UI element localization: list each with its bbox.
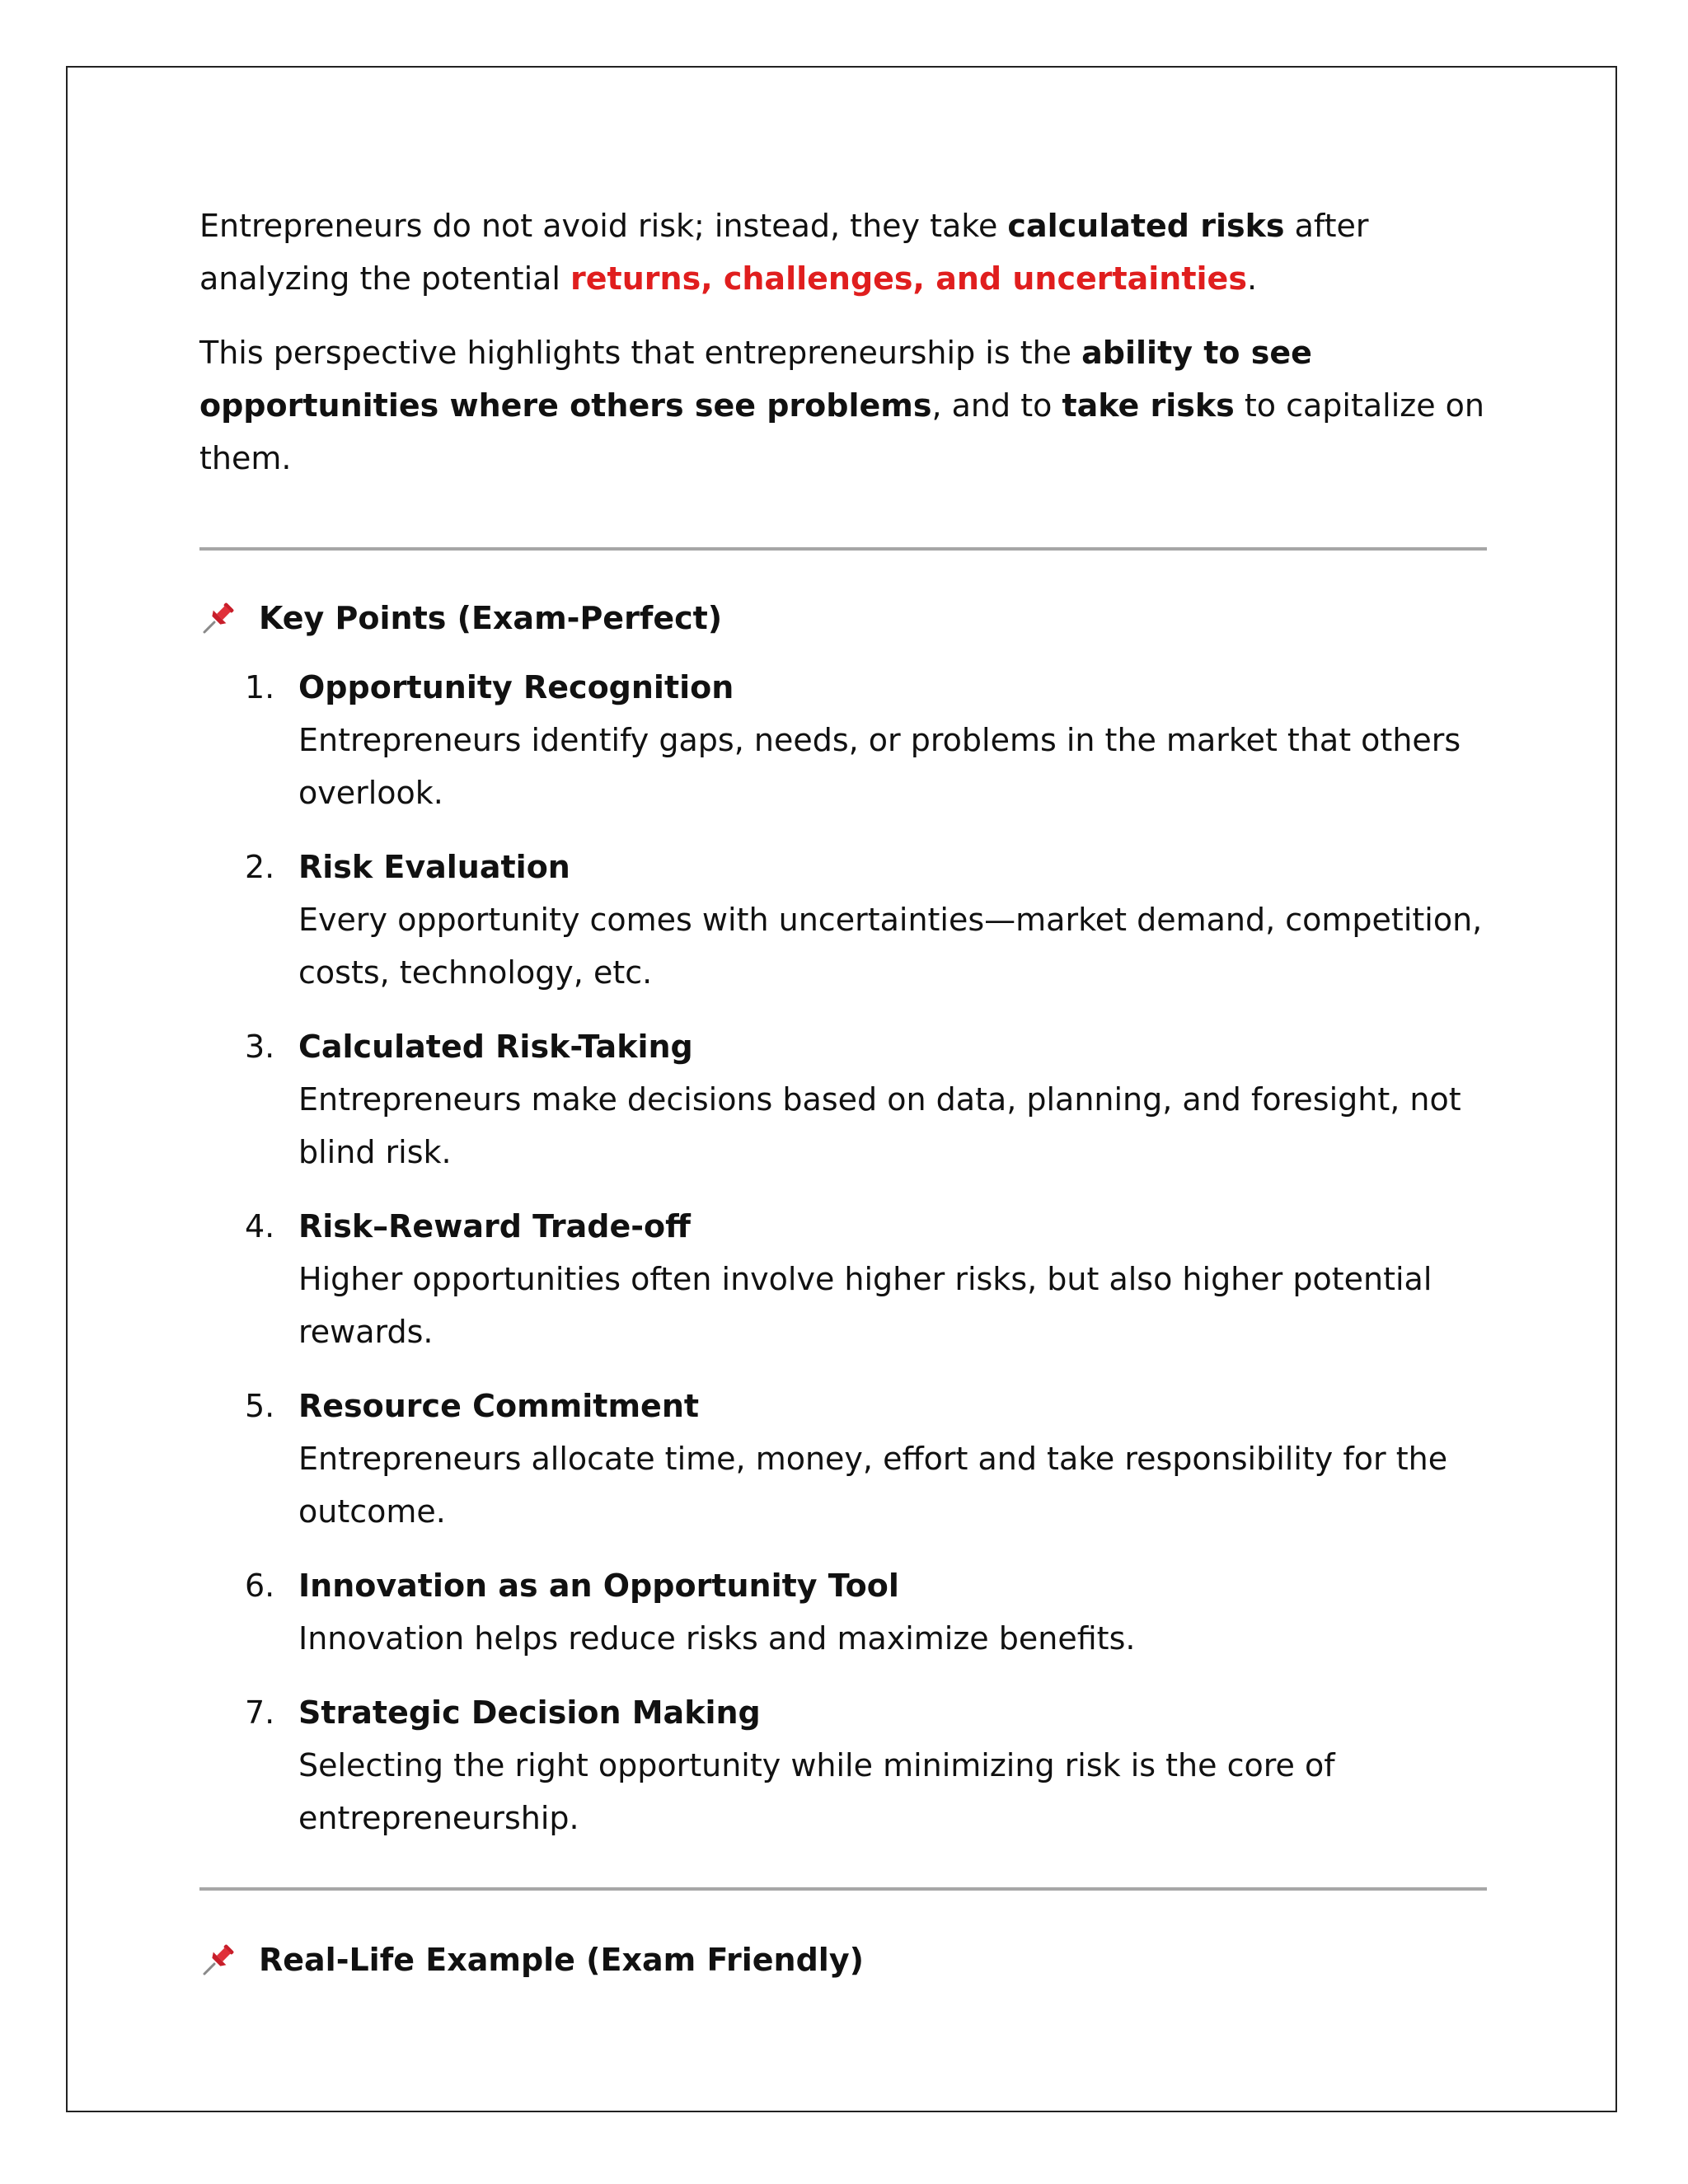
- key-point-number: 6.: [245, 1568, 275, 1604]
- intro-p2-bold-take-risks: take risks: [1062, 387, 1235, 424]
- intro-p2-text-3: to capitalize on them.: [199, 387, 1484, 476]
- key-point-item: [199, 1200, 1487, 1358]
- key-point-number: 5.: [245, 1388, 275, 1424]
- key-point-title: Strategic Decision Making: [298, 1694, 761, 1731]
- key-points-heading-text: Key Points (Exam-Perfect): [259, 600, 723, 636]
- key-point-title: Calculated Risk-Taking: [298, 1029, 693, 1065]
- key-point-number: 2.: [245, 849, 275, 885]
- key-point-description: Entrepreneurs identify gaps, needs, or problems in the market that others overlook.: [298, 722, 1461, 811]
- document-content: [199, 199, 1487, 1986]
- intro-p2-text-2: , and to: [931, 387, 1062, 424]
- intro-p1-bold-calculated-risks: calculated risks: [1007, 208, 1285, 244]
- intro-p2-text-1: This perspective highlights that entrepreneurship is the: [199, 335, 1082, 371]
- key-points-heading: [199, 592, 1487, 644]
- intro-paragraph-1: [199, 199, 1487, 305]
- key-point-description: Innovation helps reduce risks and maximize benefits.: [298, 1620, 1136, 1657]
- key-point-title: Risk–Reward Trade-off: [298, 1208, 691, 1244]
- section-divider-1: [199, 547, 1487, 551]
- key-point-item: [199, 841, 1487, 999]
- key-point-description: Higher opportunities often involve higher risks, but also higher potential rewards.: [298, 1261, 1432, 1350]
- key-point-item: [199, 661, 1487, 819]
- key-point-number: 3.: [245, 1029, 275, 1065]
- key-point-number: 1.: [245, 669, 275, 705]
- key-point-item: [199, 1686, 1487, 1844]
- intro-p2-bold-ability: ability to see opportunities where others see problems: [199, 335, 1312, 424]
- key-point-item: [199, 1020, 1487, 1179]
- key-point-item: [199, 1380, 1487, 1538]
- key-point-description: Entrepreneurs make decisions based on data, planning, and foresight, not blind risk.: [298, 1081, 1461, 1170]
- key-point-number: 4.: [245, 1208, 275, 1244]
- key-point-title: Opportunity Recognition: [298, 669, 734, 705]
- pushpin-icon: [199, 1941, 237, 1979]
- intro-p1-text-3: .: [1246, 260, 1258, 297]
- key-point-description: Entrepreneurs allocate time, money, effort and take responsibility for the outcome.: [298, 1441, 1448, 1530]
- intro-paragraph-2: [199, 326, 1487, 485]
- key-point-description: Every opportunity comes with uncertainties—market demand, competition, costs, technology, etc.: [298, 902, 1483, 991]
- key-point-description: Selecting the right opportunity while minimizing risk is the core of entrepreneurship.: [298, 1747, 1335, 1836]
- pushpin-icon: [199, 599, 237, 637]
- key-point-title: Innovation as an Opportunity Tool: [298, 1568, 899, 1604]
- example-heading-text: Real-Life Example (Exam Friendly): [259, 1942, 864, 1978]
- key-point-title: Risk Evaluation: [298, 849, 570, 885]
- example-heading: [199, 1933, 1487, 1986]
- section-divider-2: [199, 1887, 1487, 1891]
- intro-p1-text-2: after analyzing the potential: [199, 208, 1369, 297]
- intro-p1-text-1: Entrepreneurs do not avoid risk; instead, they take: [199, 208, 1008, 244]
- key-point-title: Resource Commitment: [298, 1388, 700, 1424]
- key-point-number: 7.: [245, 1694, 275, 1731]
- key-points-list: [199, 661, 1487, 1844]
- document-page: [66, 66, 1617, 2112]
- key-point-item: [199, 1559, 1487, 1665]
- intro-p1-red-highlight: returns, challenges, and uncertainties: [570, 260, 1247, 297]
